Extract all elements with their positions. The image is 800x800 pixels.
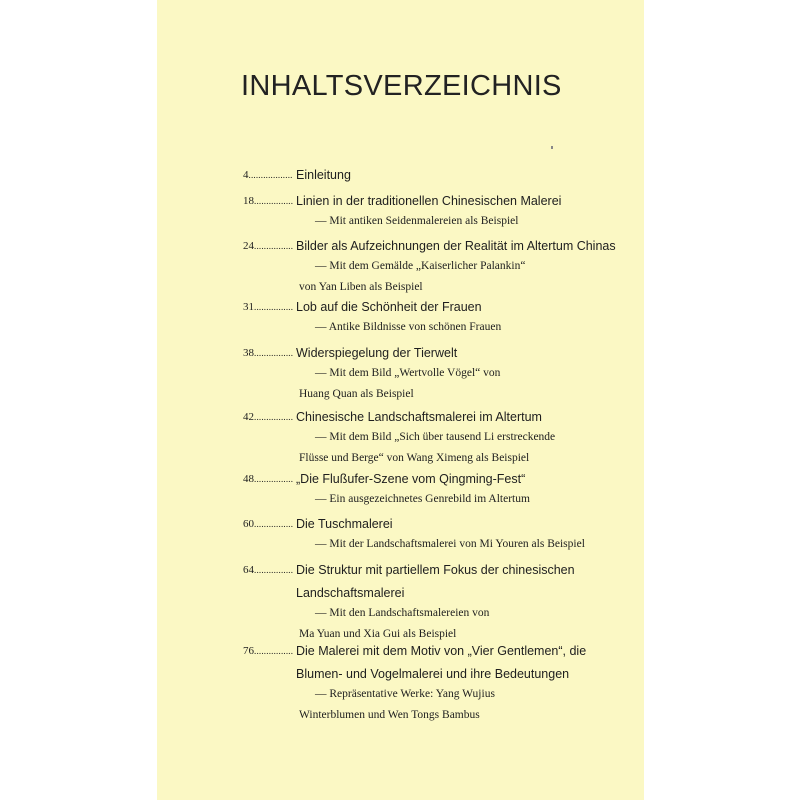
toc-subtitle: — Ein ausgezeichnetes Genrebild im Altertum — [315, 493, 530, 505]
toc-page-number — [243, 301, 297, 313]
page-number: 76 — [243, 645, 254, 657]
page-title: INHALTSVERZEICHNIS — [241, 70, 562, 102]
toc-page-number — [243, 411, 297, 423]
toc-heading: Chinesische Landschaftsmalerei im Altertum — [296, 410, 542, 424]
leader-dots: ................ — [254, 412, 294, 422]
toc-page-number — [243, 645, 297, 657]
toc-heading: Die Tuschmalerei — [296, 517, 393, 531]
table-of-contents — [157, 0, 644, 800]
leader-dots: ................ — [254, 474, 294, 484]
leader-dots: ................ — [254, 519, 294, 529]
toc-heading: Die Struktur mit partiellem Fokus der chinesischen — [296, 563, 575, 577]
leader-dots: ................ — [254, 241, 294, 251]
toc-page-number — [243, 347, 297, 359]
toc-subtitle: — Mit antiken Seidenmalereien als Beispiel — [315, 215, 519, 227]
toc-subtitle: Flüsse und Berge“ von Wang Ximeng als Beispiel — [299, 452, 530, 464]
page-number: 38 — [243, 347, 254, 359]
toc-subtitle: — Mit den Landschaftsmalereien von — [315, 607, 490, 619]
toc-heading: Lob auf die Schönheit der Frauen — [296, 300, 482, 314]
toc-heading: Linien in der traditionellen Chinesischen Malerei — [296, 194, 562, 208]
page-number: 4 — [243, 169, 249, 181]
leader-dots: ................ — [254, 565, 294, 575]
page-number: 64 — [243, 564, 254, 576]
page-number: 60 — [243, 518, 254, 530]
toc-heading: Widerspiegelung der Tierwelt — [296, 346, 458, 360]
leader-dots: ................ — [254, 646, 294, 656]
page-number: 18 — [243, 195, 254, 207]
toc-page-number — [243, 473, 297, 485]
toc-heading: Bilder als Aufzeichnungen der Realität im Altertum Chinas — [296, 239, 616, 253]
toc-page-number — [243, 169, 297, 181]
page-number: 24 — [243, 240, 254, 252]
toc-heading: Blumen- und Vogelmalerei und ihre Bedeutungen — [296, 667, 570, 681]
toc-subtitle: — Mit dem Gemälde „Kaiserlicher Palankin“ — [315, 260, 526, 272]
toc-subtitle: — Antike Bildnisse von schönen Frauen — [315, 321, 502, 333]
page-number: 31 — [243, 301, 254, 313]
toc-page-number — [243, 518, 297, 530]
toc-subtitle: von Yan Liben als Beispiel — [299, 281, 423, 293]
book-page — [157, 0, 644, 800]
toc-subtitle: — Mit dem Bild „Wertvolle Vögel“ von — [315, 367, 501, 379]
toc-subtitle: — Mit der Landschaftsmalerei von Mi Youren als Beispiel — [315, 538, 585, 550]
toc-subtitle: — Repräsentative Werke: Yang Wujius — [315, 688, 495, 700]
leader-dots: ................ — [254, 196, 294, 206]
toc-heading: „Die Flußufer-Szene vom Qingming-Fest“ — [296, 472, 526, 486]
toc-heading: Einleitung — [296, 168, 351, 182]
leader-dots: .................. — [248, 170, 293, 180]
page-number: 42 — [243, 411, 254, 423]
toc-subtitle: Ma Yuan und Xia Gui als Beispiel — [299, 628, 457, 640]
toc-page-number — [243, 240, 297, 252]
toc-page-number — [243, 195, 297, 207]
toc-subtitle: — Mit dem Bild „Sich über tausend Li erstreckende — [315, 431, 556, 443]
leader-dots: ................ — [254, 302, 294, 312]
toc-heading: Die Malerei mit dem Motiv von „Vier Gentlemen“, die — [296, 644, 587, 658]
leader-dots: ................ — [254, 348, 294, 358]
toc-subtitle: Huang Quan als Beispiel — [299, 388, 414, 400]
page-number: 48 — [243, 473, 254, 485]
toc-page-number — [243, 564, 297, 576]
toc-heading: Landschaftsmalerei — [296, 586, 405, 600]
toc-subtitle: Winterblumen und Wen Tongs Bambus — [299, 709, 480, 721]
